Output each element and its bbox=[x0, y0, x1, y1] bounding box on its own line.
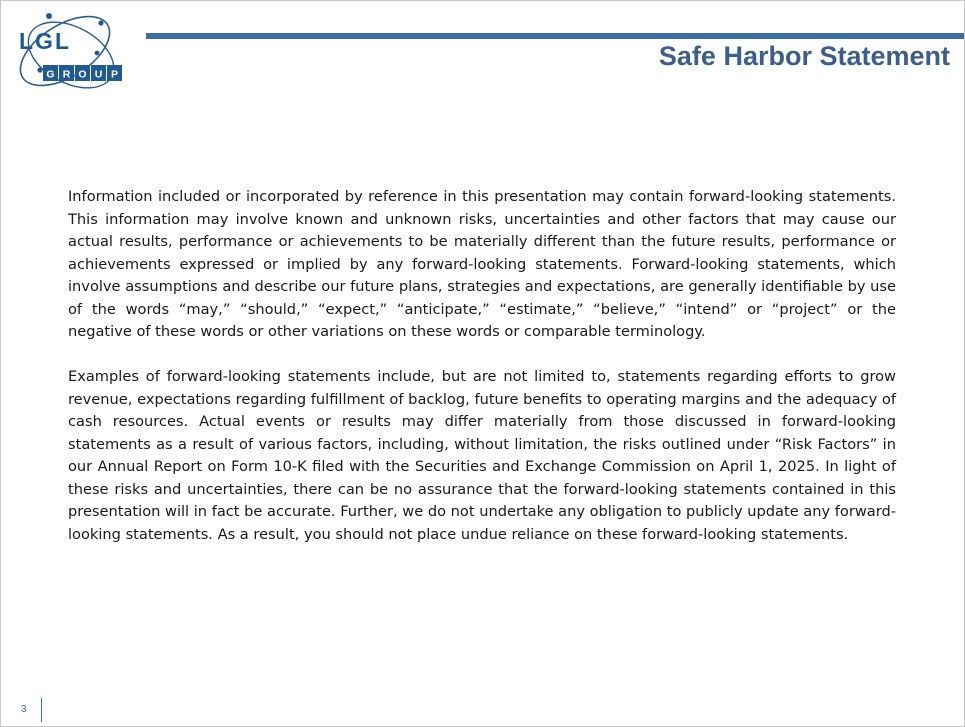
logo-group-text: G R O U P bbox=[46, 68, 119, 81]
page-title: Safe Harbor Statement bbox=[658, 41, 950, 71]
body-paragraph: Information included or incorporated by reference in this presentation may contain forward-looking statements. This information may involve known and unknown risks, uncertainties and other factors that may cause our actual results, performance or achievements to be materially different than the future results, performance or achievements expressed or implied by any forward-looking statements. Forward-looking statements, which involve assumptions and describe our future plans, strategies and expectations, are generally identifiable by use of the words “may,” “should,” “expect,” “anticipate,” “estimate,” “believe,” “intend” or “project” or the negative of these words or other variations on these words or comparable terminology. bbox=[68, 188, 896, 340]
logo-group-boxes bbox=[43, 65, 122, 81]
company-logo bbox=[13, 9, 131, 99]
safe-harbor-body bbox=[68, 186, 896, 569]
header-rule bbox=[146, 33, 964, 39]
logo-lgl-text: LGL bbox=[19, 28, 71, 54]
page-number: 3 bbox=[21, 704, 27, 715]
body-paragraph: Examples of forward-looking statements include, but are not limited to, statements regarding efforts to grow revenue, expectations regarding fulfillment of backlog, future benefits to operating margins and the adequacy of cash resources. Actual events or results may differ materially from those discussed in forward-looking statements as a result of various factors, including, without limitation, the risks outlined under “Risk Factors” in our Annual Report on Form 10-K filed with the Securities and Exchange Commission on April 1, 2025. In light of these risks and uncertainties, there can be no assurance that the forward-looking statements contained in this presentation will in fact be accurate. Further, we do not undertake any obligation to publicly update any forward-looking statements. As a result, you should not place undue reliance on these forward-looking statements. bbox=[68, 368, 896, 543]
lgl-group-logo-icon bbox=[13, 9, 131, 99]
footer-divider bbox=[41, 698, 42, 722]
